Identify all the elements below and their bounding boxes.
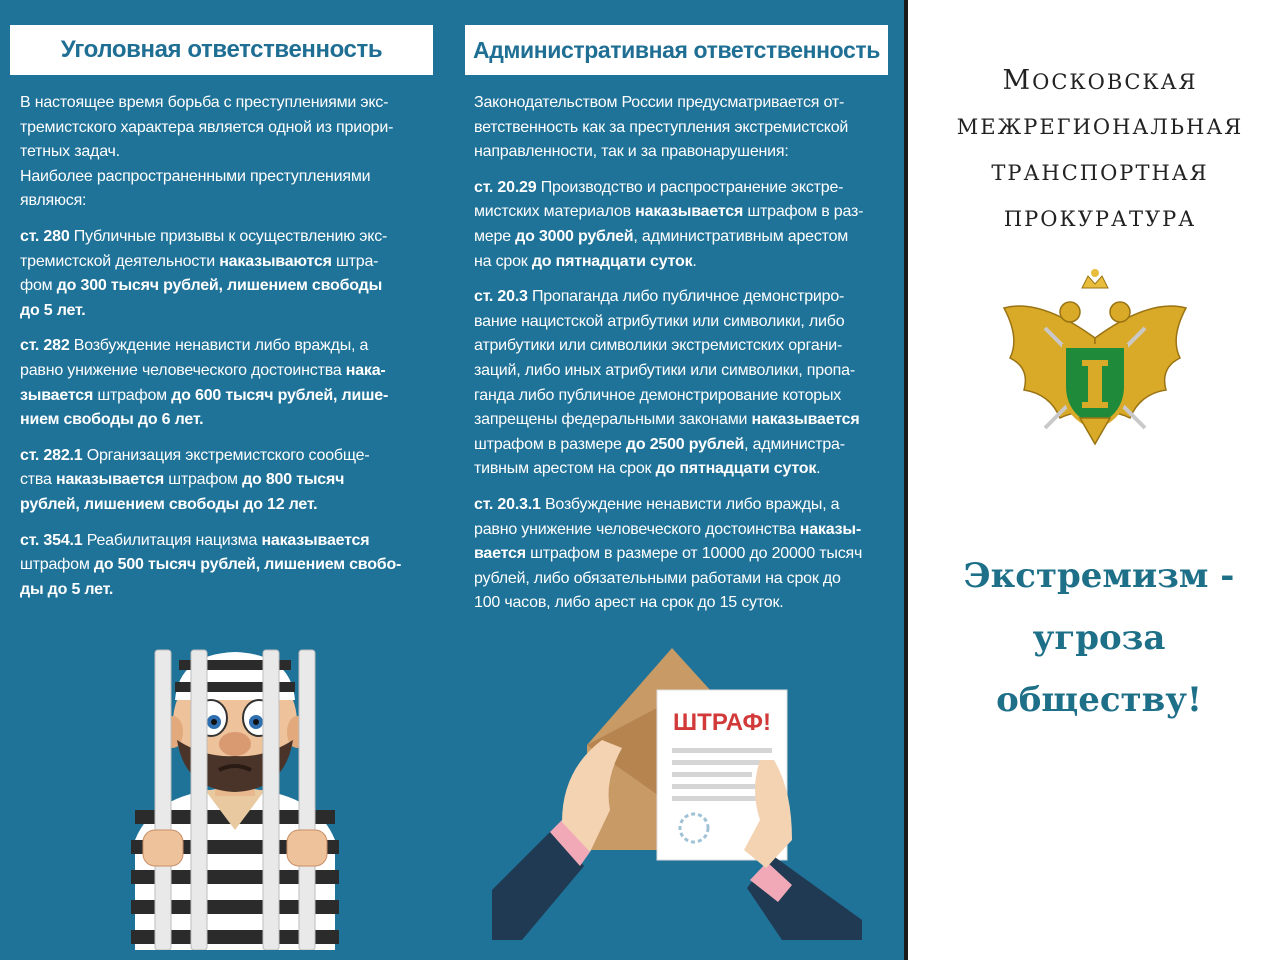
text-line: [20, 444, 430, 469]
prosecutor-emblem-icon: [1000, 268, 1190, 446]
text-run: .: [692, 252, 697, 270]
text-run: штрафом в размере от 10000 до 20000 тысяч: [525, 545, 863, 563]
bold-run: до 3000 рублей: [515, 227, 634, 245]
text-line: В настоящее время борьба с преступлениями экс-: [20, 94, 389, 111]
criminal-liability-text: [20, 91, 430, 613]
bold-run: наказываются: [219, 252, 332, 270]
prisoner-behind-bars-icon: [95, 640, 375, 950]
bold-run: нака-: [345, 361, 386, 379]
text-run: рублей, либо обязательными работами на срок до: [474, 569, 841, 587]
text-run: ства: [20, 471, 56, 489]
text-run: Возбуждение ненависти либо вражды, а: [540, 495, 840, 513]
bold-run: до 800 тысяч: [242, 471, 345, 489]
text-line: направленности, так и за правонарушения:: [474, 143, 789, 161]
text-line: тремистского характера является одной из приори-: [20, 118, 394, 136]
text-run: штрафом в размере: [474, 435, 626, 453]
text-line: [20, 334, 430, 359]
agency-line-first-letter: М: [1002, 65, 1033, 96]
text-line: [474, 433, 892, 458]
text-run: .: [816, 460, 821, 478]
text-line: [474, 457, 892, 482]
text-line: [474, 408, 892, 433]
article-paragraph: [474, 493, 892, 616]
text-run: , администра-: [744, 435, 845, 453]
text-line: [20, 493, 430, 518]
article-paragraph: [474, 285, 892, 482]
text-line: [474, 493, 892, 518]
text-line: тетных задач.: [20, 143, 120, 161]
text-run: Пропаганда либо публичное демонстриро-: [527, 288, 845, 306]
text-run: атрибутики или символики экстремистских органи-: [474, 337, 843, 355]
intro-paragraph: [20, 91, 430, 165]
bold-run: до пятнадцати суток: [655, 460, 817, 478]
intro-paragraph: [474, 91, 892, 165]
slogan: [920, 545, 1278, 731]
bold-run: до 500 тысяч рублей, лишением свобо-: [93, 556, 402, 574]
bold-run: ды до 5 лет.: [20, 580, 114, 598]
text-run: Производство и распространение экстре-: [536, 178, 844, 196]
slogan-line: угроза: [1032, 618, 1166, 658]
text-run: штрафом: [93, 386, 172, 404]
administrative-articles-list: [474, 176, 892, 616]
text-line: [474, 359, 892, 384]
bold-run: до 600 тысяч рублей, лише-: [171, 386, 389, 404]
text-line: [474, 518, 892, 543]
text-run: Публичные призывы к осуществлению экс-: [69, 227, 388, 245]
text-line: [474, 200, 892, 225]
bold-run: ст. 20.3: [474, 288, 528, 306]
bold-run: до 300 тысяч рублей, лишением свободы: [56, 277, 383, 295]
text-line: [474, 542, 892, 567]
text-run: равно унижение человеческого достоинства: [474, 520, 800, 538]
text-run: заций, либо иных атрибутики или символики, пропа-: [474, 361, 855, 379]
text-run: , административным арестом: [633, 227, 849, 245]
text-line: Наиболее распространенными преступлениями: [20, 167, 371, 185]
text-run: штрафом: [163, 471, 243, 489]
bold-run: ст. 20.29: [474, 178, 537, 196]
text-line: [20, 299, 430, 324]
bold-run: наказывается: [261, 531, 370, 549]
bold-run: ст. 20.3.1: [474, 495, 541, 513]
text-run: равно унижение человеческого достоинства: [20, 361, 346, 379]
text-line: [20, 468, 430, 493]
text-line: [20, 384, 430, 409]
text-run: фом: [20, 277, 57, 295]
bold-run: вается: [474, 545, 526, 563]
fine-sign-text: ШТРАФ!: [673, 709, 771, 736]
bold-run: рублей, лишением свободы до 12 лет.: [20, 495, 318, 513]
agency-line: МЕЖРЕГИОНАЛЬНАЯ: [956, 115, 1244, 139]
text-line: [20, 408, 430, 433]
bold-run: наказы-: [799, 520, 861, 538]
text-run: тремистской деятельности: [20, 252, 220, 270]
bold-run: наказывается: [751, 411, 860, 429]
text-run: Организация экстремистского сообще-: [82, 446, 370, 464]
bold-run: ст. 354.1: [20, 531, 83, 549]
text-run: Возбуждение ненависти либо вражды, а: [69, 337, 369, 355]
bold-run: наказывается: [56, 471, 164, 489]
text-line: [474, 225, 892, 250]
fine-letter-envelope-icon: [492, 640, 862, 940]
article-paragraph: [20, 334, 430, 432]
bold-run: до 5 лет.: [20, 301, 86, 319]
bold-run: наказывается: [635, 203, 744, 221]
bold-run: ст. 282: [20, 337, 70, 355]
text-run: вание нацистской атрибутики или символики, либо: [474, 312, 845, 330]
administrative-liability-text: [474, 91, 892, 627]
text-line: [20, 529, 430, 554]
text-line: [20, 359, 430, 384]
text-run: штра-: [331, 252, 379, 270]
text-line: [474, 334, 892, 359]
text-run: штрафом: [20, 556, 94, 574]
agency-line: ТРАНСПОРТНАЯ: [991, 161, 1209, 185]
text-run: на срок: [474, 252, 532, 270]
article-paragraph: [474, 176, 892, 274]
text-line: [20, 578, 430, 603]
text-run: штрафом в раз-: [743, 203, 864, 221]
panel-divider: [904, 0, 908, 960]
text-line: Законодательством России предусматривается от-: [474, 94, 845, 111]
agency-line-rest: ОСКОВСКАЯ: [1032, 70, 1198, 94]
text-line: [474, 176, 892, 201]
agency-line: [920, 58, 1280, 104]
bold-run: до 2500 рублей: [625, 435, 745, 453]
text-line: [20, 250, 430, 275]
slogan-line: обществу!: [996, 680, 1202, 720]
text-line: [474, 250, 892, 275]
text-line: [20, 274, 430, 299]
text-line: [474, 591, 892, 616]
text-line: [474, 310, 892, 335]
article-paragraph: [20, 225, 430, 323]
text-run: Реабилитация нацизма: [82, 531, 262, 549]
article-paragraph: [20, 529, 430, 603]
text-run: ганда либо публичное демонстрирование которых: [474, 386, 842, 404]
bold-run: нием свободы до 6 лет.: [20, 411, 204, 429]
text-line: [20, 553, 430, 578]
bold-run: ст. 282.1: [20, 446, 83, 464]
criminal-articles-list: [20, 225, 430, 602]
bold-run: до пятнадцати суток: [531, 252, 693, 270]
text-line: [474, 384, 892, 409]
bold-run: зывается: [20, 386, 94, 404]
text-run: запрещены федеральными законами: [474, 411, 752, 429]
text-line: ветственность как за преступления экстремистской: [474, 118, 849, 136]
intro-paragraph: [20, 165, 430, 214]
text-run: мере: [474, 227, 516, 245]
slogan-line: Экстремизм -: [963, 556, 1235, 596]
text-line: являюся:: [20, 192, 87, 210]
bold-run: ст. 280: [20, 227, 70, 245]
text-run: 100 часов, либо арест на срок до 15 суток.: [474, 594, 784, 612]
text-run: тивным арестом на срок: [474, 460, 656, 478]
text-line: [20, 225, 430, 250]
agency-name: [920, 58, 1280, 242]
agency-line: ПРОКУРАТУРА: [1003, 207, 1197, 231]
article-paragraph: [20, 444, 430, 518]
text-run: мистских материалов: [474, 203, 636, 221]
text-line: [474, 567, 892, 592]
administrative-liability-heading: Административная ответственность: [465, 25, 888, 75]
text-line: [474, 285, 892, 310]
criminal-liability-heading: Уголовная ответственность: [10, 25, 433, 75]
